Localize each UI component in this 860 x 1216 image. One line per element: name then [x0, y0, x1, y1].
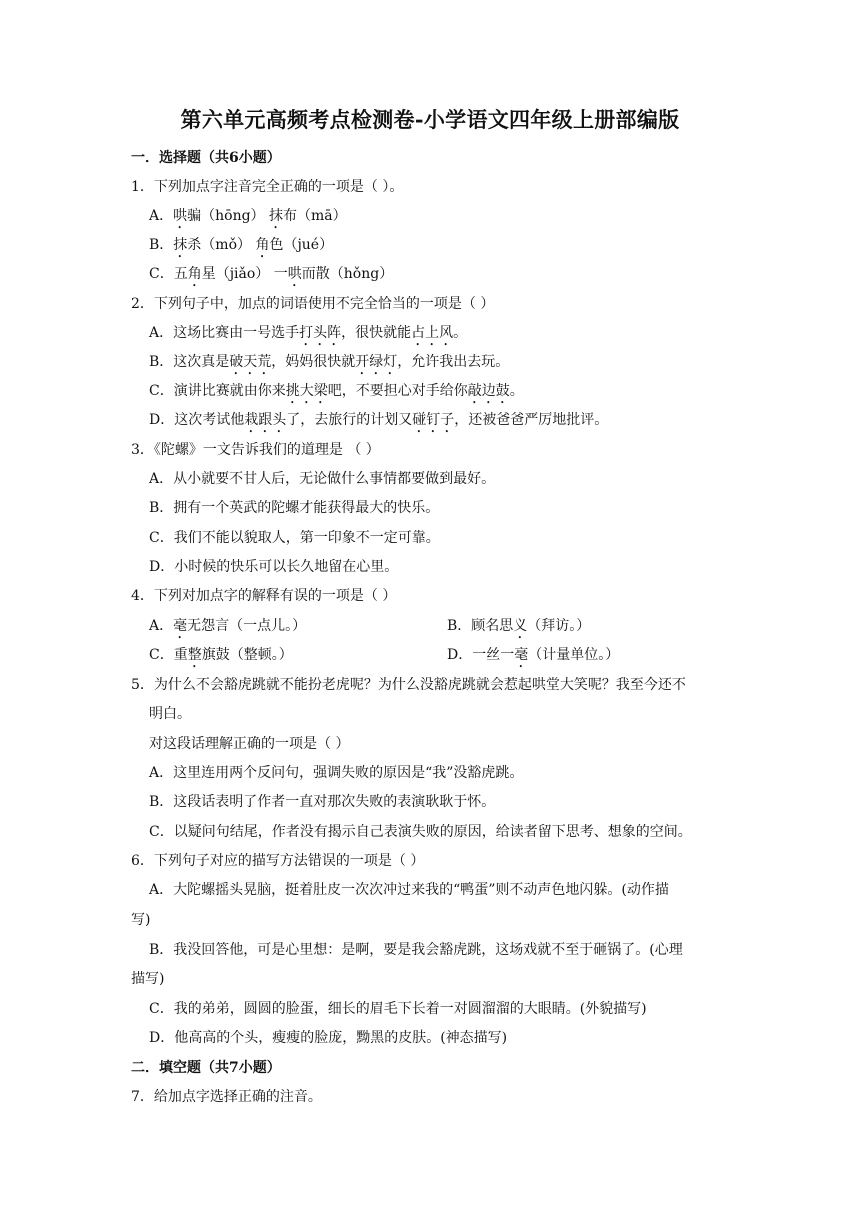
question-3-option-b: B．拥有一个英武的陀螺才能获得最大的快乐。: [149, 500, 440, 516]
question-5-stem: 5．为什么不会豁虎跳就不能扮老虎呢？为什么没豁虎跳就会惹起哄堂大笑呢？我至今还不: [131, 677, 686, 693]
question-4-option-c: C．重整旗鼓（整顿。）: [149, 647, 293, 663]
question-6-option-c: C．我的弟弟，圆圆的脸蛋，细长的眉毛下长着一对圆溜溜的大眼睛。(外貌描写): [149, 1001, 647, 1017]
question-5-option-b: B．这段话表明了作者一直对那次失败的表演耿耿于怀。: [149, 794, 496, 810]
question-5-prompt: 对这段话理解正确的一项是（ ）: [149, 736, 350, 752]
section-heading-choice: 一．选择题（共6小题）: [131, 150, 281, 166]
question-7-stem: 7．给加点字选择正确的注音。: [131, 1089, 322, 1105]
question-2-option-c: C．演讲比赛就由你来挑大梁吧，不要担心对手给你敲边鼓。: [149, 383, 524, 399]
question-4-stem: 4．下列对加点字的解释有误的一项是（ ）: [131, 588, 397, 604]
question-1-stem: 1．下列加点字注音完全正确的一项是（ ）。: [131, 179, 404, 195]
question-6-option-a: A．大陀螺摇头晃脑，挺着肚皮一次次冲过来我的“鸭蛋”则不动声色地闪躲。(动作描: [149, 882, 669, 898]
question-6-option-b-continued: 描写): [131, 971, 165, 987]
section-heading-fill: 二．填空题（共7小题）: [131, 1060, 281, 1076]
question-5-stem-continued: 明白。: [149, 706, 191, 722]
question-4-option-d: D．一丝一毫（计量单位。）: [447, 647, 620, 663]
question-2-option-d: D．这次考试他栽跟头了，去旅行的计划又碰钉子，还被爸爸严厉地批评。: [149, 412, 609, 428]
question-5-option-c: C．以疑问句结尾，作者没有揭示自己表演失败的原因，给读者留下思考、想象的空间。: [149, 824, 692, 840]
question-6-stem: 6．下列句子对应的描写方法错误的一项是（ ）: [131, 853, 425, 869]
question-2-option-a: A．这场比赛由一号选手打头阵，很快就能占上风。: [149, 325, 468, 341]
question-3-option-c: C．我们不能以貌取人，第一印象不一定可靠。: [149, 530, 440, 546]
question-1-option-c: C．五角星（jiǎo） 一哄而散（hǒng）: [149, 266, 394, 282]
document-title: 第六单元高频考点检测卷-小学语文四年级上册部编版: [180, 107, 680, 132]
question-5-option-a: A．这里连用两个反问句，强调失败的原因是“我”没豁虎跳。: [149, 765, 524, 781]
question-4-option-b: B．顾名思义（拜访。）: [447, 618, 591, 634]
question-3-option-a: A．从小就要不甘人后，无论做什么事情都要做到最好。: [149, 471, 496, 487]
question-2-option-b: B．这次真是破天荒，妈妈很快就开绿灯，允许我出去玩。: [149, 354, 510, 370]
question-6-option-b: B．我没回答他，可是心里想：是啊，要是我会豁虎跳，这场戏就不至于砸锅了。(心理: [149, 942, 683, 958]
question-4-option-a: A．毫无怨言（一点儿。）: [149, 618, 307, 634]
question-1-option-b: B．抹杀（mǒ） 角色（jué）: [149, 237, 334, 253]
question-3-stem: 3．《陀螺》一文告诉我们的道理是 （ ）: [131, 442, 380, 458]
question-1-option-a: A．哄骗（hōng） 抹布（mā）: [149, 208, 347, 224]
question-6-option-d: D．他高高的个头，瘦瘦的脸庞，黝黑的皮肤。(神态描写): [149, 1030, 508, 1046]
question-6-option-a-continued: 写): [131, 912, 151, 928]
question-3-option-d: D．小时候的快乐可以长久地留在心里。: [149, 559, 399, 575]
question-2-stem: 2．下列句子中，加点的词语使用不完全恰当的一项是（ ）: [131, 296, 495, 312]
